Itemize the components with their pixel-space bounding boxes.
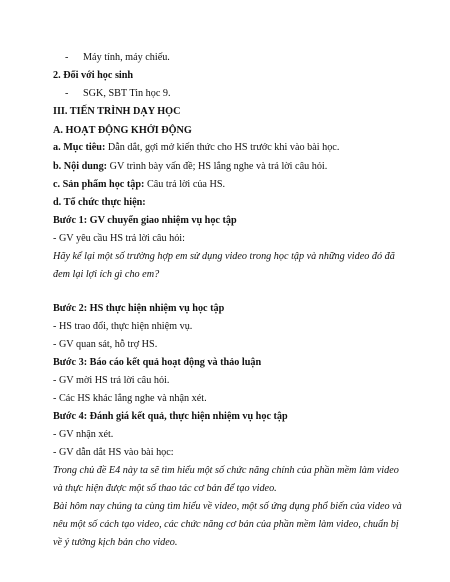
step-4-italic-line-2 bbox=[53, 482, 277, 496]
product-line bbox=[53, 178, 225, 192]
objective-line bbox=[53, 141, 339, 155]
bullet-dash: - bbox=[65, 88, 69, 99]
step-3-text: Bước 3: Báo cáo kết quả hoạt động và thảo luận bbox=[53, 357, 262, 368]
step-4-text: Bước 4: Đánh giá kết quả, thực hiện nhiệm vụ học tập bbox=[53, 411, 288, 422]
content-label: b. Nội dung: bbox=[53, 161, 108, 172]
step-2-line-1: - HS trao đổi, thực hiện nhiệm vụ. bbox=[53, 321, 193, 332]
heading-section-3 bbox=[53, 105, 180, 119]
step-4-italic-line-3 bbox=[53, 500, 402, 514]
step-4-italic-line-4 bbox=[53, 518, 399, 532]
step-4-italic-line-1 bbox=[53, 464, 399, 478]
step-3-heading bbox=[53, 356, 261, 370]
bullet-dash: - bbox=[65, 52, 69, 63]
step-2-text: Bước 2: HS thực hiện nhiệm vụ học tập bbox=[53, 303, 225, 314]
step-1-question-line-2 bbox=[53, 268, 159, 282]
intro-text-1: Trong chủ đề E4 này ta sẽ tìm hiểu một số chức năng chính của phần mềm làm video bbox=[53, 465, 399, 476]
step-4-heading bbox=[53, 410, 288, 424]
organization-heading bbox=[53, 196, 146, 210]
step-2-heading bbox=[53, 302, 224, 316]
step-1-text: Bước 1: GV chuyển giao nhiệm vụ học tập bbox=[53, 215, 237, 226]
intro-text-3: Bài hôm nay chúng ta cùng tìm hiểu về video, một số ứng dụng phổ biến của video và bbox=[53, 501, 402, 512]
question-text-2: đem lại lợi ích gì cho em? bbox=[53, 269, 160, 280]
step-1-question-line-1 bbox=[53, 250, 395, 264]
step-3-line-1: - GV mời HS trả lời câu hỏi. bbox=[53, 375, 170, 386]
step-4-italic-line-5 bbox=[53, 536, 177, 550]
heading-activity-a bbox=[53, 124, 192, 138]
step-1-line-1: - GV yêu cầu HS trả lời câu hỏi: bbox=[53, 233, 185, 244]
step-2-line-2: - GV quan sát, hỗ trợ HS. bbox=[53, 339, 158, 350]
organization-label: d. Tổ chức thực hiện: bbox=[53, 197, 146, 208]
intro-text-5: về ý tưởng kịch bản cho video. bbox=[53, 537, 178, 548]
product-text: Câu trả lời của HS. bbox=[144, 179, 226, 190]
books-text: SGK, SBT Tin học 9. bbox=[83, 88, 171, 99]
intro-text-4: nêu một số cách tạo video, các chức năng cơ bản của phần mềm làm video, chuẩn bị bbox=[53, 519, 399, 530]
product-label: c. Sản phẩm học tập: bbox=[53, 179, 145, 190]
heading-students bbox=[53, 69, 133, 83]
heading-section-3-text: III. TIẾN TRÌNH DẠY HỌC bbox=[53, 106, 181, 117]
equipment-item-books bbox=[65, 87, 171, 101]
step-4-line-1: - GV nhận xét. bbox=[53, 429, 114, 440]
intro-text-2: và thực hiện được một số thao tác cơ bản để tạo video. bbox=[53, 483, 277, 494]
step-3-line-2: - Các HS khác lắng nghe và nhận xét. bbox=[53, 393, 207, 404]
objective-text: Dẫn dắt, gợi mở kiến thức cho HS trước khi vào bài học. bbox=[105, 142, 340, 153]
objective-label: a. Mục tiêu: bbox=[53, 142, 106, 153]
content-line bbox=[53, 160, 327, 174]
heading-activity-a-text: A. HOẠT ĐỘNG KHỞI ĐỘNG bbox=[53, 125, 192, 136]
content-text: GV trình bày vấn đề; HS lắng nghe và trả lời câu hỏi. bbox=[107, 161, 328, 172]
step-1-heading bbox=[53, 214, 237, 228]
step-4-line-2: - GV dẫn dắt HS vào bài học: bbox=[53, 447, 174, 458]
question-text-1: Hãy kể lại một số trường hợp em sử dụng video trong học tập và những video đó đã bbox=[53, 251, 395, 262]
equipment-item-computer bbox=[65, 51, 170, 65]
heading-students-text: 2. Đối với học sinh bbox=[53, 70, 134, 81]
equipment-text: Máy tính, máy chiếu. bbox=[83, 52, 170, 63]
